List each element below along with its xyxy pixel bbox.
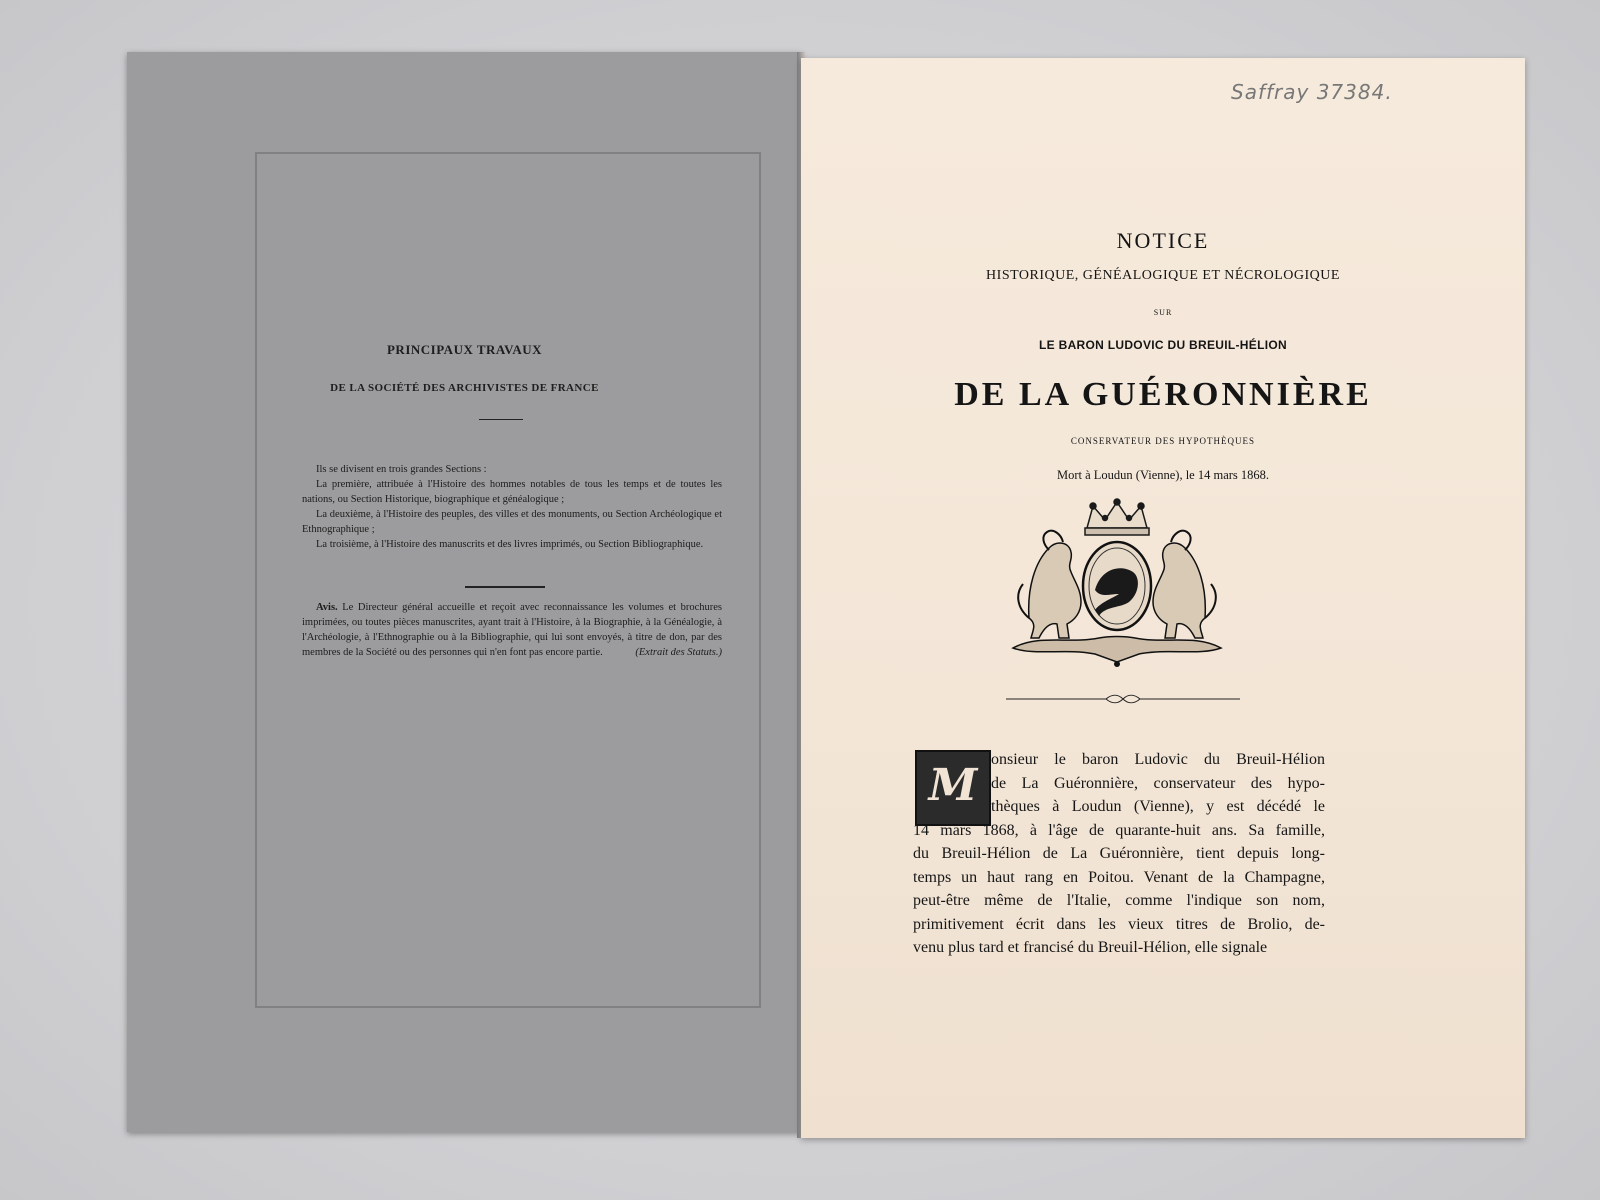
death-line: Mort à Loudun (Vienne), le 14 mars 1868.	[1056, 468, 1270, 482]
body-line: primitivement écrit dans les vieux titres de Brolio, de-	[913, 915, 1325, 933]
body-paragraph	[913, 748, 1325, 960]
family-name: DE LA GUÉRONNIÈRE	[954, 376, 1372, 413]
section-1: La première, attribuée à l'Histoire des hommes notables de tous les temps et de toutes les nations, ou Section Historique, biographique et généalogique ;	[302, 479, 722, 505]
left-subtitle: DE LA SOCIÉTÉ DES ARCHIVISTES DE FRANCE	[330, 382, 599, 394]
avis-label: Avis.	[316, 602, 338, 613]
divider	[465, 586, 545, 588]
body-line: du Breuil-Hélion de La Guéronnière, tient depuis long-	[913, 845, 1325, 862]
divider	[479, 419, 523, 420]
ornamental-rule-icon	[1006, 694, 1240, 704]
body-line: peut-être même de l'Italie, comme l'indique son nom,	[913, 892, 1325, 909]
sections-list	[302, 462, 722, 552]
section-2: La deuxième, à l'Histoire des peuples, des villes et des monuments, ou Section Archéologique et Ethnographique ;	[302, 509, 722, 535]
left-page-cover	[127, 52, 802, 1132]
sur-label: SUR	[1153, 308, 1173, 317]
body-line: onsieur le baron Ludovic du Breuil-Hélion	[991, 751, 1325, 768]
right-page-title	[801, 58, 1525, 1138]
notice-subtitle: HISTORIQUE, GÉNÉALOGIQUE ET NÉCROLOGIQUE	[986, 268, 1340, 283]
extrait-note: (Extrait des Statuts.)	[635, 647, 722, 658]
body-line: venu plus tard et francisé du Breuil-Hélion, elle signale	[913, 939, 1268, 956]
baron-line: LE BARON LUDOVIC DU BREUIL-HÉLION	[1039, 338, 1287, 352]
avis-text: Le Directeur général accueille et reçoit avec reconnaissance les volumes et brochures imprimées, ou toutes pièces manuscrites, ayant trait à l'Histoire, à la Biographie, à la Généalogie, à l'Archéologie, à l'Ethnographie ou à la Bibliographie, qui lui sont envoyés, à titre de don, par des membres de la Société ou des personnes qui n'en font pas encore partie.	[302, 602, 722, 658]
pencil-annotation: Saffray 37384.	[1231, 80, 1393, 104]
section-3: La troisième, à l'Histoire des manuscrits et des livres imprimés, ou Section Bibliographique.	[316, 539, 704, 550]
avis-notice	[302, 600, 722, 660]
cover-frame	[255, 152, 761, 1008]
left-title: PRINCIPAUX TRAVAUX	[386, 342, 543, 357]
notice-heading: NOTICE	[1116, 228, 1210, 253]
coat-of-arms-icon	[1009, 498, 1225, 668]
body-line: thèques à Loudun (Vienne), y est décédé le	[991, 798, 1325, 815]
body-line: 14 mars 1868, à l'âge de quarante-huit ans. Sa famille,	[913, 821, 1325, 839]
drop-cap-letter: M	[928, 760, 978, 811]
conservateur-line: CONSERVATEUR DES HYPOTHÈQUES	[1070, 436, 1256, 446]
body-line: temps un haut rang en Poitou. Venant de la Champagne,	[913, 868, 1325, 886]
sections-intro: Ils se divisent en trois grandes Sections :	[316, 464, 487, 475]
body-line: de La Guéronnière, conservateur des hypo-	[991, 774, 1325, 792]
